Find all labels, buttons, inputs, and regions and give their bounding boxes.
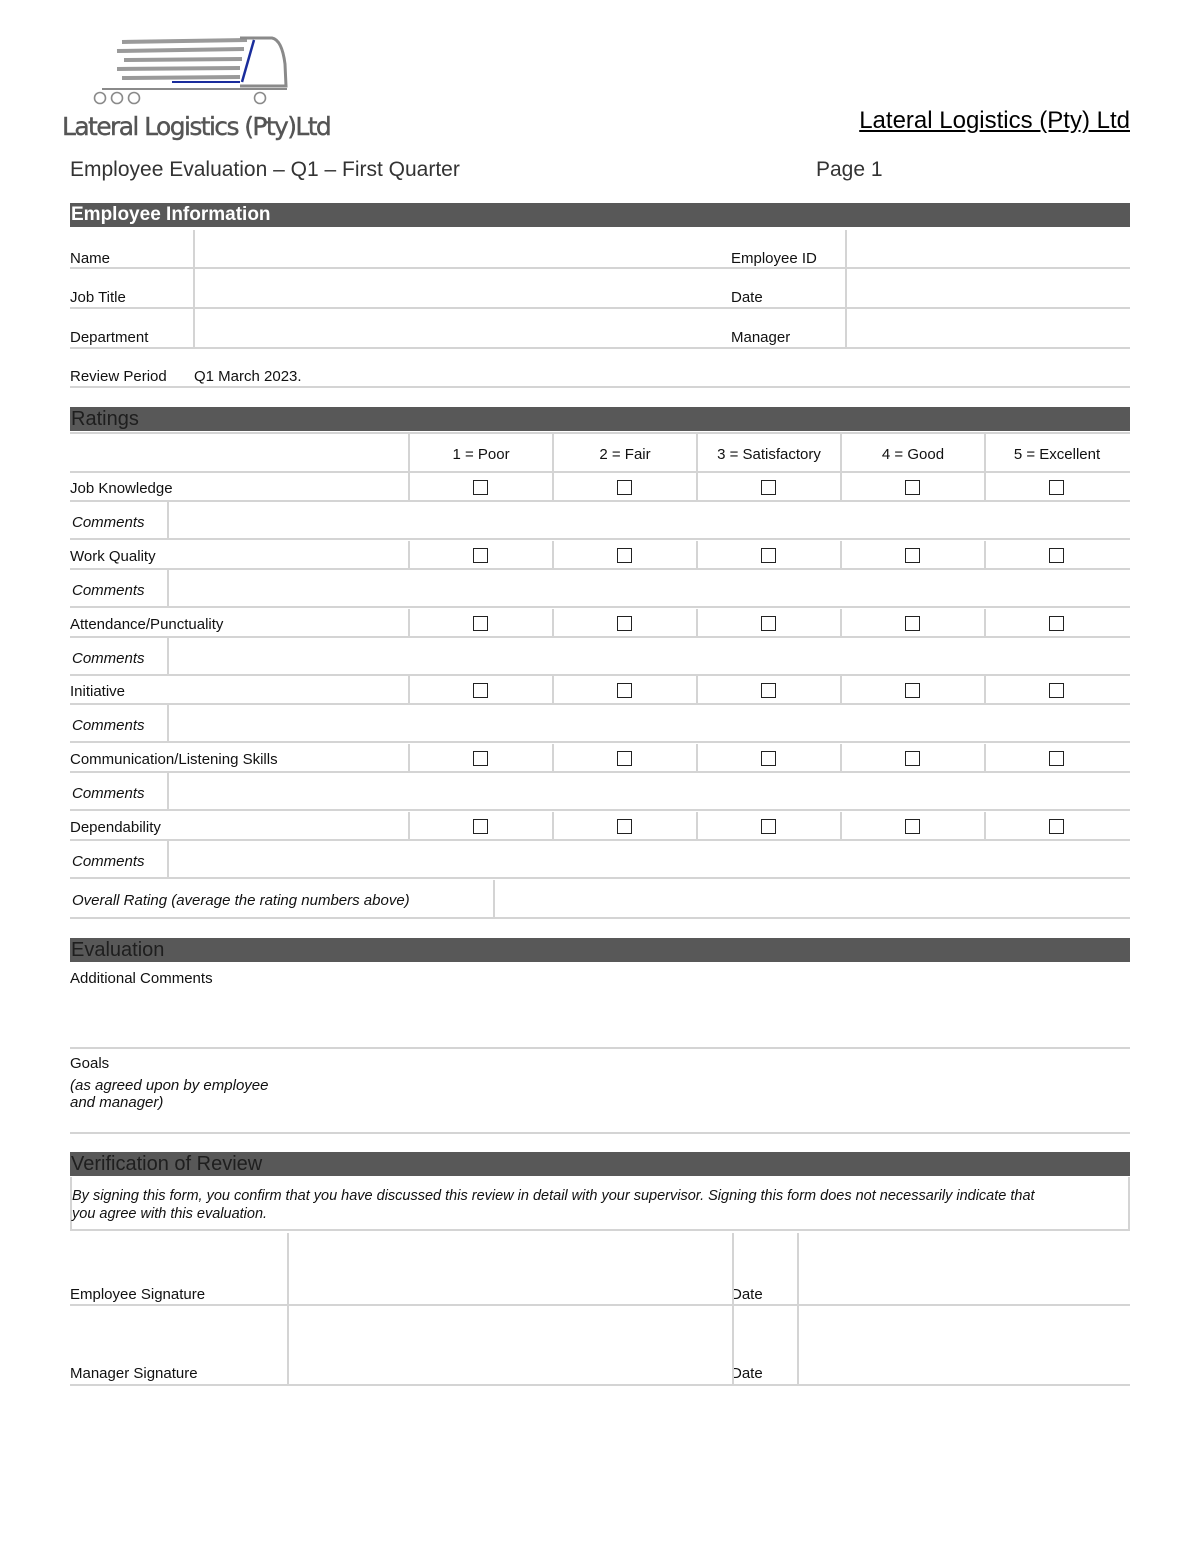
column-divider bbox=[552, 744, 554, 772]
verification-header bbox=[70, 1152, 1130, 1176]
column-divider bbox=[408, 473, 410, 501]
manager-field[interactable] bbox=[847, 309, 1130, 345]
additional-comments-field[interactable] bbox=[70, 990, 1130, 1046]
employee-information-header bbox=[70, 203, 1130, 227]
rating-checkbox[interactable] bbox=[1049, 751, 1064, 766]
column-divider bbox=[408, 541, 410, 569]
divider bbox=[70, 386, 1130, 388]
goals-label: Goals bbox=[70, 1055, 110, 1072]
rating-checkbox[interactable] bbox=[761, 751, 776, 766]
rating-criterion-label: Work Quality bbox=[70, 547, 156, 565]
column-divider bbox=[552, 541, 554, 569]
evaluation-header bbox=[70, 938, 1130, 962]
employee-signature-label: Employee Signature bbox=[70, 1286, 206, 1303]
truck-logo-icon bbox=[62, 34, 337, 106]
section-title: Ratings bbox=[71, 408, 139, 430]
verification-statement: you agree with this evaluation. bbox=[72, 1206, 268, 1222]
comments-label: Comments bbox=[72, 649, 145, 667]
column-divider bbox=[408, 433, 410, 472]
column-divider bbox=[408, 609, 410, 637]
review-period-value[interactable]: Q1 March 2023. bbox=[194, 368, 302, 385]
column-divider bbox=[167, 773, 169, 810]
rating-checkbox[interactable] bbox=[1049, 548, 1064, 563]
rating-checkbox[interactable] bbox=[617, 548, 632, 563]
divider bbox=[70, 1384, 1130, 1386]
comments-field[interactable] bbox=[170, 842, 1130, 877]
divider bbox=[70, 500, 1130, 502]
manager-signature-label: Manager Signature bbox=[70, 1365, 198, 1382]
rating-checkbox[interactable] bbox=[905, 683, 920, 698]
column-divider bbox=[984, 744, 986, 772]
employee-id-field[interactable] bbox=[847, 230, 1130, 266]
rating-checkbox[interactable] bbox=[905, 751, 920, 766]
manager-signature-field[interactable] bbox=[290, 1307, 730, 1383]
divider bbox=[70, 839, 1130, 841]
goals-note: and manager) bbox=[70, 1094, 164, 1111]
column-divider bbox=[845, 230, 847, 348]
page-number: Page 1 bbox=[816, 158, 883, 181]
column-divider bbox=[167, 570, 169, 607]
divider bbox=[70, 674, 1130, 676]
column-divider bbox=[840, 541, 842, 569]
column-divider bbox=[984, 473, 986, 501]
divider bbox=[70, 1132, 1130, 1134]
rating-criterion-label: Communication/Listening Skills bbox=[70, 751, 278, 769]
rating-scale-header: 2 = Fair bbox=[599, 446, 651, 463]
rating-scale-header: 3 = Satisfactory bbox=[717, 446, 821, 463]
divider bbox=[70, 703, 1130, 705]
column-divider bbox=[984, 609, 986, 637]
column-divider bbox=[167, 705, 169, 742]
column-divider bbox=[493, 880, 495, 917]
goals-field[interactable] bbox=[300, 1050, 1130, 1130]
employee-id-label: Employee ID bbox=[731, 250, 817, 267]
overall-rating-label: Overall Rating (average the rating numbers above) bbox=[72, 892, 410, 909]
rating-checkbox[interactable] bbox=[905, 616, 920, 631]
divider bbox=[70, 347, 1130, 349]
rating-scale-header: 4 = Good bbox=[881, 446, 945, 463]
comments-field[interactable] bbox=[170, 774, 1130, 809]
rating-criterion-label: Attendance/Punctuality bbox=[70, 615, 224, 633]
column-divider bbox=[193, 230, 195, 348]
rating-checkbox[interactable] bbox=[473, 683, 488, 698]
divider bbox=[70, 606, 1130, 608]
column-divider bbox=[408, 676, 410, 704]
additional-comments-label: Additional Comments bbox=[70, 970, 213, 987]
employee-signature-date-label: Date bbox=[731, 1286, 763, 1303]
rating-checkbox[interactable] bbox=[473, 480, 488, 495]
rating-checkbox[interactable] bbox=[761, 616, 776, 631]
date-field[interactable] bbox=[847, 269, 1130, 305]
manager-signature-date-field[interactable] bbox=[800, 1307, 1130, 1383]
column-divider bbox=[696, 541, 698, 569]
column-divider bbox=[408, 812, 410, 840]
divider bbox=[70, 432, 1130, 434]
comments-field[interactable] bbox=[170, 571, 1130, 606]
section-title: Employee Information bbox=[71, 204, 271, 225]
rating-checkbox[interactable] bbox=[1049, 819, 1064, 834]
verification-statement: By signing this form, you confirm that you have discussed this review in detail with your supervisor. Signing this form does not necessarily indicate that bbox=[72, 1188, 1035, 1204]
divider bbox=[70, 809, 1130, 811]
job-title-field[interactable] bbox=[195, 269, 729, 305]
column-divider bbox=[167, 638, 169, 675]
rating-checkbox[interactable] bbox=[905, 819, 920, 834]
name-label: Name bbox=[70, 250, 111, 267]
column-divider bbox=[732, 1233, 734, 1385]
manager-signature-date-label: Date bbox=[731, 1365, 763, 1382]
column-divider bbox=[984, 541, 986, 569]
divider bbox=[70, 917, 1130, 919]
company-name: Lateral Logistics (Pty) Ltd bbox=[859, 107, 1130, 134]
column-divider bbox=[696, 473, 698, 501]
date-label: Date bbox=[731, 289, 763, 306]
column-divider bbox=[696, 676, 698, 704]
column-divider bbox=[552, 812, 554, 840]
divider bbox=[70, 471, 1130, 473]
column-divider bbox=[984, 676, 986, 704]
column-divider bbox=[696, 812, 698, 840]
divider bbox=[70, 771, 1130, 773]
rating-criterion-label: Initiative bbox=[70, 683, 126, 701]
rating-checkbox[interactable] bbox=[905, 480, 920, 495]
rating-criterion-label: Dependability bbox=[70, 819, 161, 836]
comments-field[interactable] bbox=[170, 639, 1130, 674]
rating-criterion-label: Job Knowledge bbox=[70, 480, 173, 497]
rating-checkbox[interactable] bbox=[617, 819, 632, 834]
column-divider bbox=[840, 609, 842, 637]
section-title: Evaluation bbox=[71, 939, 165, 961]
rating-checkbox[interactable] bbox=[905, 548, 920, 563]
rating-checkbox[interactable] bbox=[473, 548, 488, 563]
column-divider bbox=[167, 502, 169, 539]
column-divider bbox=[984, 812, 986, 840]
form-title: Employee Evaluation – Q1 – First Quarter bbox=[70, 158, 460, 181]
rating-checkbox[interactable] bbox=[1049, 616, 1064, 631]
column-divider bbox=[840, 433, 842, 472]
column-divider bbox=[797, 1233, 799, 1385]
rating-checkbox[interactable] bbox=[761, 480, 776, 495]
rating-checkbox[interactable] bbox=[761, 548, 776, 563]
column-divider bbox=[287, 1233, 289, 1385]
column-divider bbox=[840, 473, 842, 501]
rating-checkbox[interactable] bbox=[761, 819, 776, 834]
column-divider bbox=[552, 676, 554, 704]
rating-checkbox[interactable] bbox=[473, 616, 488, 631]
column-divider bbox=[552, 609, 554, 637]
rating-checkbox[interactable] bbox=[617, 683, 632, 698]
column-divider bbox=[408, 744, 410, 772]
name-field[interactable] bbox=[195, 230, 729, 266]
column-divider bbox=[696, 744, 698, 772]
rating-checkbox[interactable] bbox=[473, 819, 488, 834]
company-logo bbox=[62, 34, 337, 149]
comments-label: Comments bbox=[72, 785, 145, 803]
rating-scale-header: 1 = Poor bbox=[452, 446, 510, 463]
rating-checkbox[interactable] bbox=[617, 751, 632, 766]
column-divider bbox=[696, 609, 698, 637]
column-divider bbox=[840, 676, 842, 704]
divider bbox=[70, 877, 1130, 879]
employee-signature-field[interactable] bbox=[290, 1233, 730, 1303]
overall-rating-field[interactable] bbox=[496, 880, 1130, 916]
column-divider bbox=[167, 841, 169, 878]
comments-label: Comments bbox=[72, 514, 145, 531]
rating-scale-header: 5 = Excellent bbox=[1013, 446, 1101, 463]
rating-checkbox[interactable] bbox=[761, 683, 776, 698]
goals-note: (as agreed upon by employee bbox=[70, 1077, 269, 1094]
comments-label: Comments bbox=[72, 853, 145, 870]
column-divider bbox=[552, 433, 554, 472]
divider bbox=[70, 568, 1130, 570]
comments-label: Comments bbox=[72, 717, 145, 735]
comments-label: Comments bbox=[72, 581, 145, 599]
column-divider bbox=[696, 433, 698, 472]
column-divider bbox=[552, 473, 554, 501]
department-label: Department bbox=[70, 329, 149, 346]
manager-label: Manager bbox=[731, 329, 791, 346]
job-title-label: Job Title bbox=[70, 289, 126, 306]
column-divider bbox=[840, 744, 842, 772]
comments-field[interactable] bbox=[170, 706, 1130, 741]
divider bbox=[70, 538, 1130, 540]
column-divider bbox=[984, 433, 986, 472]
rating-checkbox[interactable] bbox=[1049, 683, 1064, 698]
rating-checkbox[interactable] bbox=[473, 751, 488, 766]
rating-checkbox[interactable] bbox=[617, 480, 632, 495]
divider bbox=[70, 741, 1130, 743]
ratings-header bbox=[70, 407, 1130, 431]
rating-checkbox[interactable] bbox=[617, 616, 632, 631]
logo-wordmark: Lateral Logistics (Pty)Ltd bbox=[62, 112, 331, 141]
comments-field[interactable] bbox=[170, 503, 1130, 538]
department-field[interactable] bbox=[195, 309, 729, 345]
divider bbox=[70, 636, 1130, 638]
rating-checkbox[interactable] bbox=[1049, 480, 1064, 495]
verification-statement-box bbox=[70, 1177, 1130, 1231]
section-title: Verification of Review bbox=[71, 1153, 263, 1175]
employee-signature-date-field[interactable] bbox=[800, 1233, 1130, 1303]
divider bbox=[70, 1047, 1130, 1049]
divider bbox=[70, 1304, 1130, 1306]
column-divider bbox=[840, 812, 842, 840]
review-period-label: Review Period bbox=[70, 368, 167, 385]
